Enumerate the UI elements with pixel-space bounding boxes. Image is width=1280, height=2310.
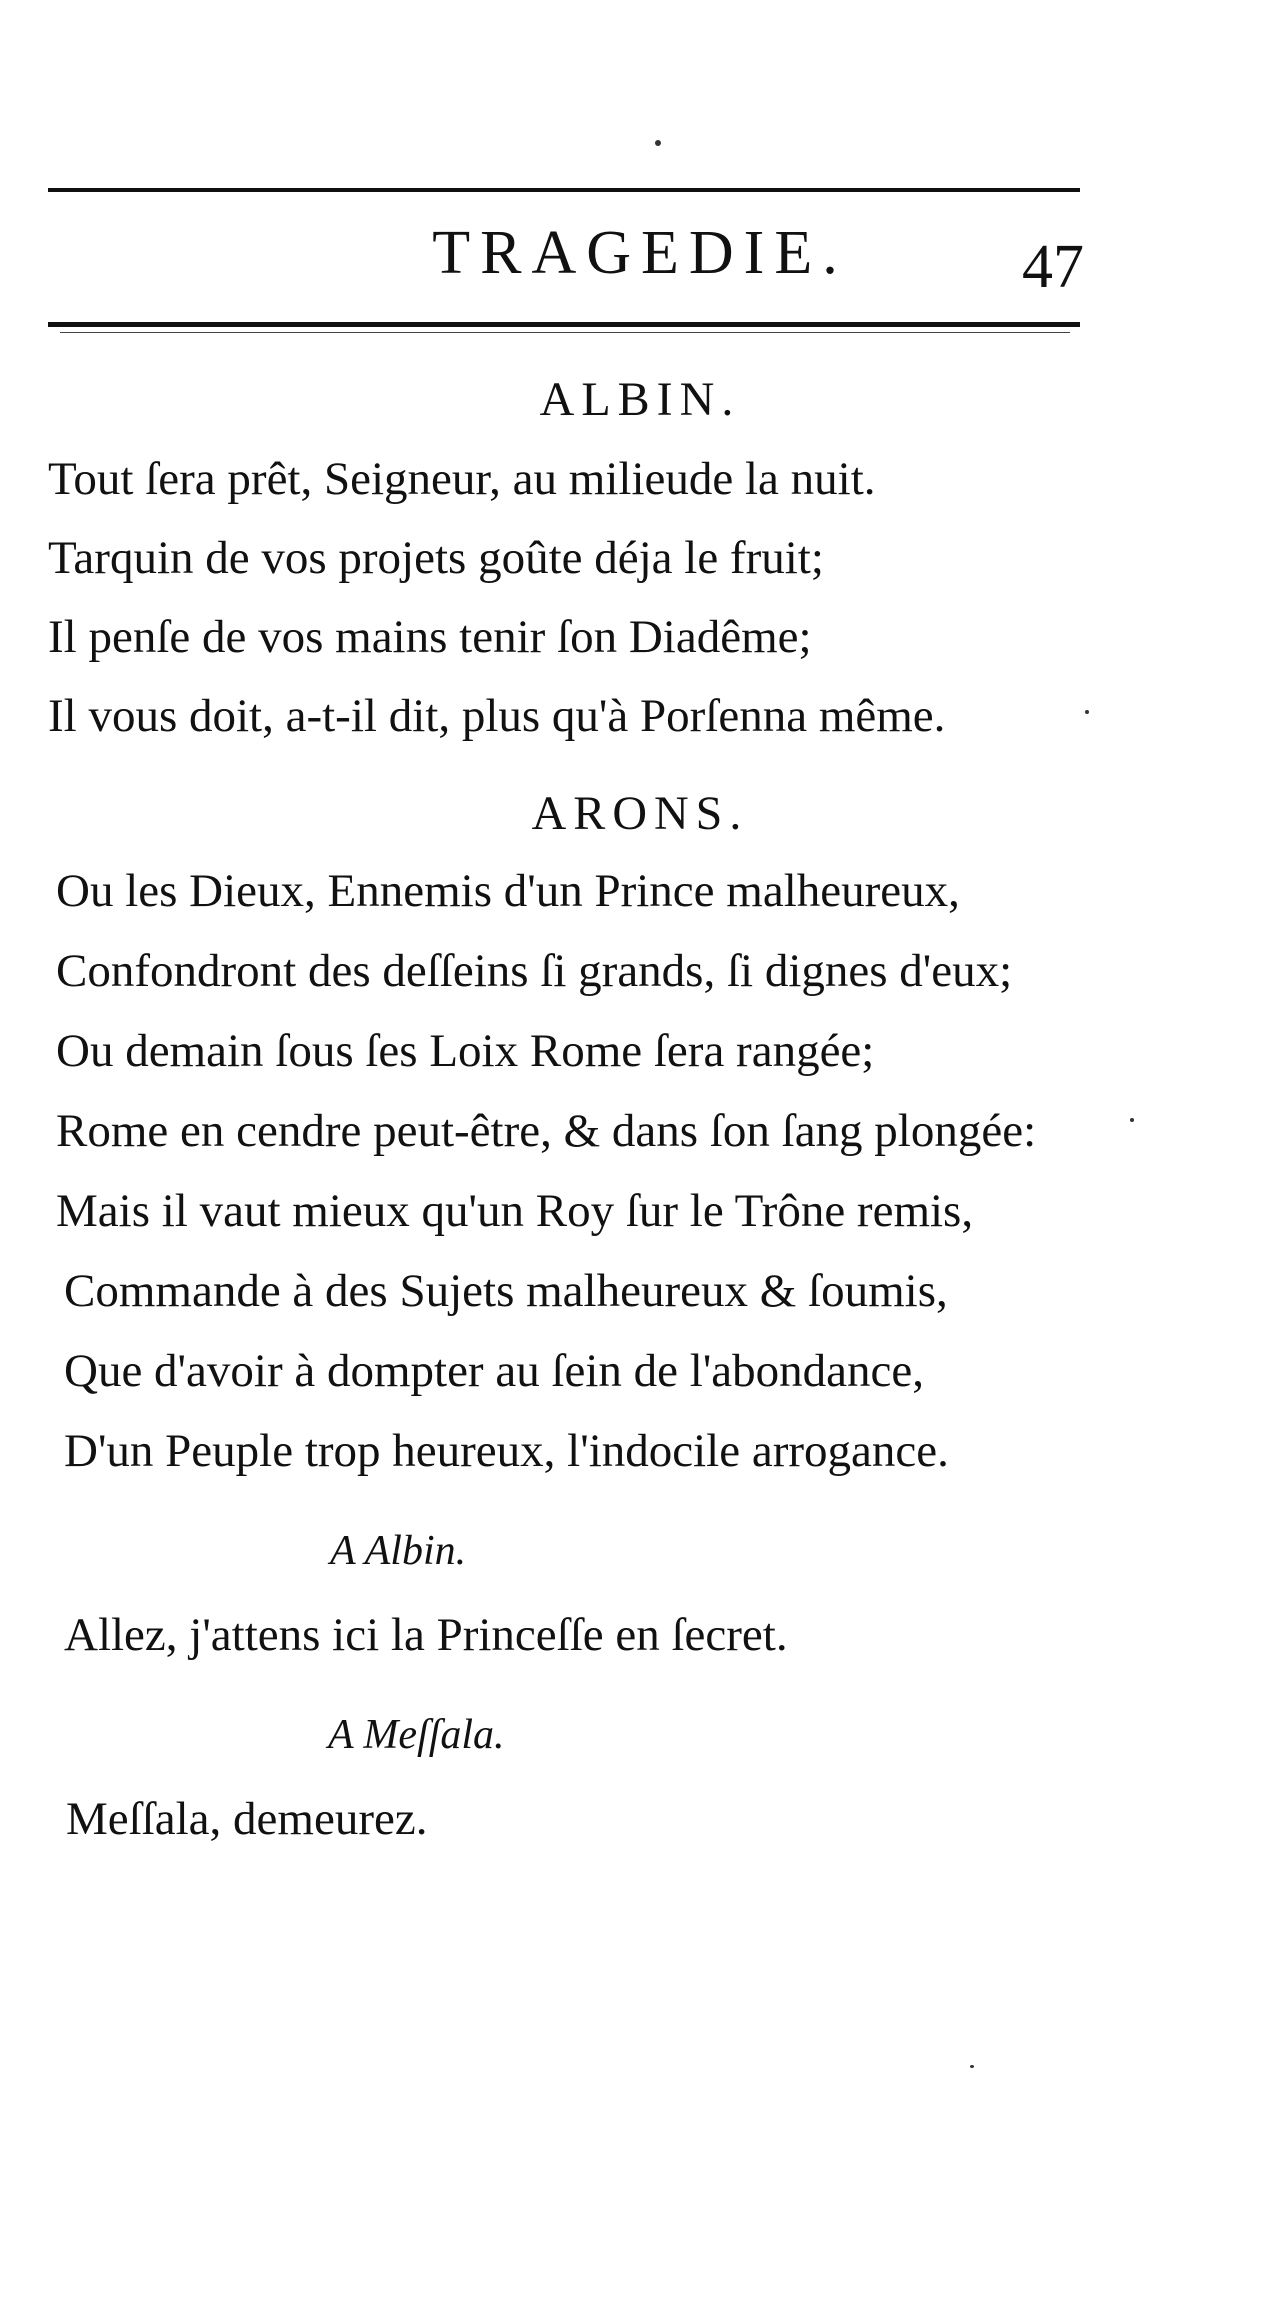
ink-speck	[1130, 1118, 1134, 1122]
verse-line: Commande à des Sujets malheureux & ſoumis,	[64, 1265, 948, 1317]
verse-line: Allez, j'attens ici la Princeſſe en ſecret.	[64, 1609, 788, 1661]
stage-direction: A Meſſala.	[328, 1712, 505, 1758]
stage-direction: A Albin.	[330, 1528, 467, 1574]
ink-speck	[970, 2065, 974, 2068]
verse-line: Il vous doit, a-t-il dit, plus qu'à Porſenna même.	[48, 690, 946, 742]
verse-line: Meſſala, demeurez.	[66, 1793, 428, 1845]
ink-speck	[1085, 710, 1089, 714]
verse-line: Il penſe de vos mains tenir ſon Diadême;	[48, 611, 812, 663]
header-rule-bottom	[48, 322, 1080, 327]
verse-line: D'un Peuple trop heureux, l'indocile arrogance.	[64, 1425, 949, 1477]
verse-line: Tarquin de vos projets goûte déja le fruit;	[48, 532, 824, 584]
header-rule-top	[48, 188, 1080, 192]
verse-line: Confondront des deſſeins ſi grands, ſi dignes d'eux;	[56, 945, 1013, 997]
ink-speck	[655, 140, 661, 146]
page-number: 47	[1022, 233, 1084, 301]
verse-line: Tout ſera prêt, Seigneur, au milieude la nuit.	[48, 453, 876, 505]
speaker-albin: ALBIN.	[539, 373, 741, 426]
verse-line: Ou les Dieux, Ennemis d'un Prince malheureux,	[56, 865, 960, 917]
speaker-arons: ARONS.	[531, 787, 749, 840]
verse-line: Rome en cendre peut-être, & dans ſon ſang plongée:	[56, 1105, 1037, 1157]
running-head: TRAGEDIE.	[432, 219, 848, 287]
header-rule-bottom-thin	[60, 332, 1070, 333]
verse-line: Ou demain ſous ſes Loix Rome ſera rangée;	[56, 1025, 875, 1077]
verse-line: Mais il vaut mieux qu'un Roy ſur le Trône remis,	[56, 1185, 974, 1237]
verse-line: Que d'avoir à dompter au ſein de l'abondance,	[64, 1345, 924, 1397]
